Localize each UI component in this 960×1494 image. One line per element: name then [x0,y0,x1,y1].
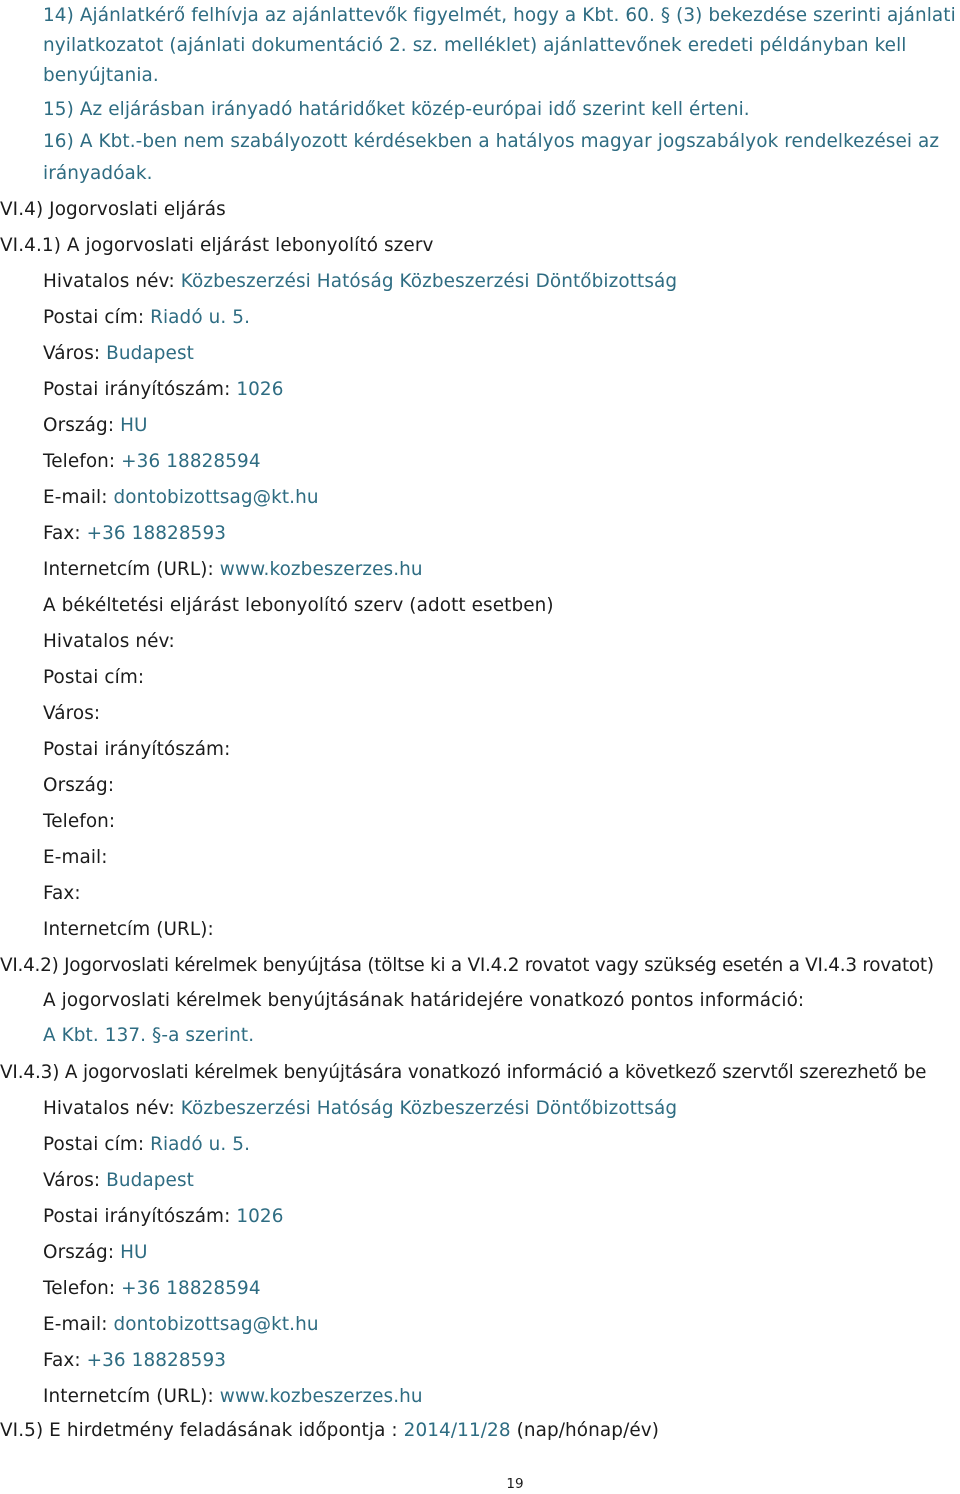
postal-address-value: Riadó u. 5. [150,307,251,328]
vi43-postal-address-row [43,1133,250,1157]
vi43-postal-code-row [43,1205,284,1229]
page-number: 19 [506,1476,524,1492]
point-14-line-3: benyújtania. [43,65,159,86]
vi43-city-row [43,1169,194,1193]
point-14-line-1: 14) Ajánlatkérő felhívja az ajánlattevők figyelmét, hogy a Kbt. 60. § (3) bekezdése szerinti ajánlati [43,5,956,26]
mediation-country-label: Ország: [43,775,115,796]
postal-address-value: Riadó u. 5. [150,1134,251,1155]
vi5-date: 2014/11/28 [403,1420,511,1441]
official-name-value: Közbeszerzési Hatóság Közbeszerzési Döntőbizottság [180,1098,678,1119]
vi43-official-name-row [43,1097,677,1121]
email-link[interactable]: dontobizottsag@kt.hu [113,487,319,508]
fax-label: Fax: [43,1350,87,1371]
country-label: Ország: [43,1242,121,1263]
vi41-email-row [43,486,319,510]
vi41-official-name-row [43,270,677,294]
vi41-phone-row [43,450,261,474]
section-vi42-heading: VI.4.2) Jogorvoslati kérelmek benyújtása (töltse ki a VI.4.2 rovatot vagy szükség esetén a VI.4.3 rovatot) [0,955,934,976]
mediation-postal-address-label: Postai cím: [43,667,145,688]
email-label: E-mail: [43,1314,114,1335]
mediation-heading: A békéltetési eljárást lebonyolító szerv (adott esetben) [43,595,554,616]
country-value: HU [120,415,148,436]
point-16-line-2: irányadóak. [43,163,153,184]
city-value: Budapest [106,343,194,364]
country-label: Ország: [43,415,121,436]
country-value: HU [120,1242,148,1263]
official-name-label: Hivatalos név: [43,271,181,292]
city-label: Város: [43,343,107,364]
postal-code-value: 1026 [236,379,284,400]
postal-code-label: Postai irányítószám: [43,379,237,400]
vi43-email-row [43,1313,319,1337]
url-link[interactable]: www.kozbeszerzes.hu [219,1386,423,1407]
phone-value: +36 18828594 [121,451,261,472]
vi43-phone-row [43,1277,261,1301]
postal-address-label: Postai cím: [43,307,151,328]
mediation-official-name-label: Hivatalos név: [43,631,175,652]
vi42-info-label: A jogorvoslati kérelmek benyújtásának határidejére vonatkozó pontos információ: [43,990,805,1011]
url-label: Internetcím (URL): [43,559,220,580]
city-value: Budapest [106,1170,194,1191]
email-link[interactable]: dontobizottsag@kt.hu [113,1314,319,1335]
vi43-url-row [43,1385,423,1409]
phone-label: Telefon: [43,451,122,472]
city-label: Város: [43,1170,107,1191]
section-vi5-row [0,1419,659,1443]
mediation-fax-label: Fax: [43,883,81,904]
vi41-postal-address-row [43,306,250,330]
vi5-label: VI.5) E hirdetmény feladásának időpontja : [0,1420,404,1441]
vi41-fax-row [43,522,226,546]
vi5-date-format: (nap/hónap/év) [510,1420,660,1441]
official-name-value: Közbeszerzési Hatóság Közbeszerzési Döntőbizottság [180,271,678,292]
fax-value: +36 18828593 [86,523,227,544]
postal-address-label: Postai cím: [43,1134,151,1155]
url-link[interactable]: www.kozbeszerzes.hu [219,559,423,580]
email-label: E-mail: [43,487,114,508]
point-16-line-1: 16) A Kbt.-ben nem szabályozott kérdésekben a hatályos magyar jogszabályok rendelkezései az [43,131,940,152]
fax-label: Fax: [43,523,87,544]
vi43-country-row [43,1241,148,1265]
section-vi4-heading: VI.4) Jogorvoslati eljárás [0,199,226,220]
section-vi43-heading: VI.4.3) A jogorvoslati kérelmek benyújtására vonatkozó információ a következő szervtől szerezhető be [0,1062,927,1083]
phone-label: Telefon: [43,1278,122,1299]
postal-code-value: 1026 [236,1206,284,1227]
url-label: Internetcím (URL): [43,1386,220,1407]
phone-value: +36 18828594 [121,1278,261,1299]
mediation-email-label: E-mail: [43,847,108,868]
mediation-city-label: Város: [43,703,101,724]
vi42-info-value: A Kbt. 137. §-a szerint. [43,1025,255,1046]
vi41-url-row [43,558,423,582]
vi41-postal-code-row [43,378,284,402]
fax-value: +36 18828593 [86,1350,227,1371]
point-15: 15) Az eljárásban irányadó határidőket közép-európai idő szerint kell érteni. [43,99,750,120]
postal-code-label: Postai irányítószám: [43,1206,237,1227]
official-name-label: Hivatalos név: [43,1098,181,1119]
vi41-country-row [43,414,148,438]
section-vi41-heading: VI.4.1) A jogorvoslati eljárást lebonyolító szerv [0,235,434,256]
mediation-postal-code-label: Postai irányítószám: [43,739,231,760]
mediation-phone-label: Telefon: [43,811,116,832]
mediation-url-label: Internetcím (URL): [43,919,214,940]
vi43-fax-row [43,1349,226,1373]
point-14-line-2: nyilatkozatot (ajánlati dokumentáció 2. sz. melléklet) ajánlattevőnek eredeti példányban kell [43,35,907,56]
vi41-city-row [43,342,194,366]
